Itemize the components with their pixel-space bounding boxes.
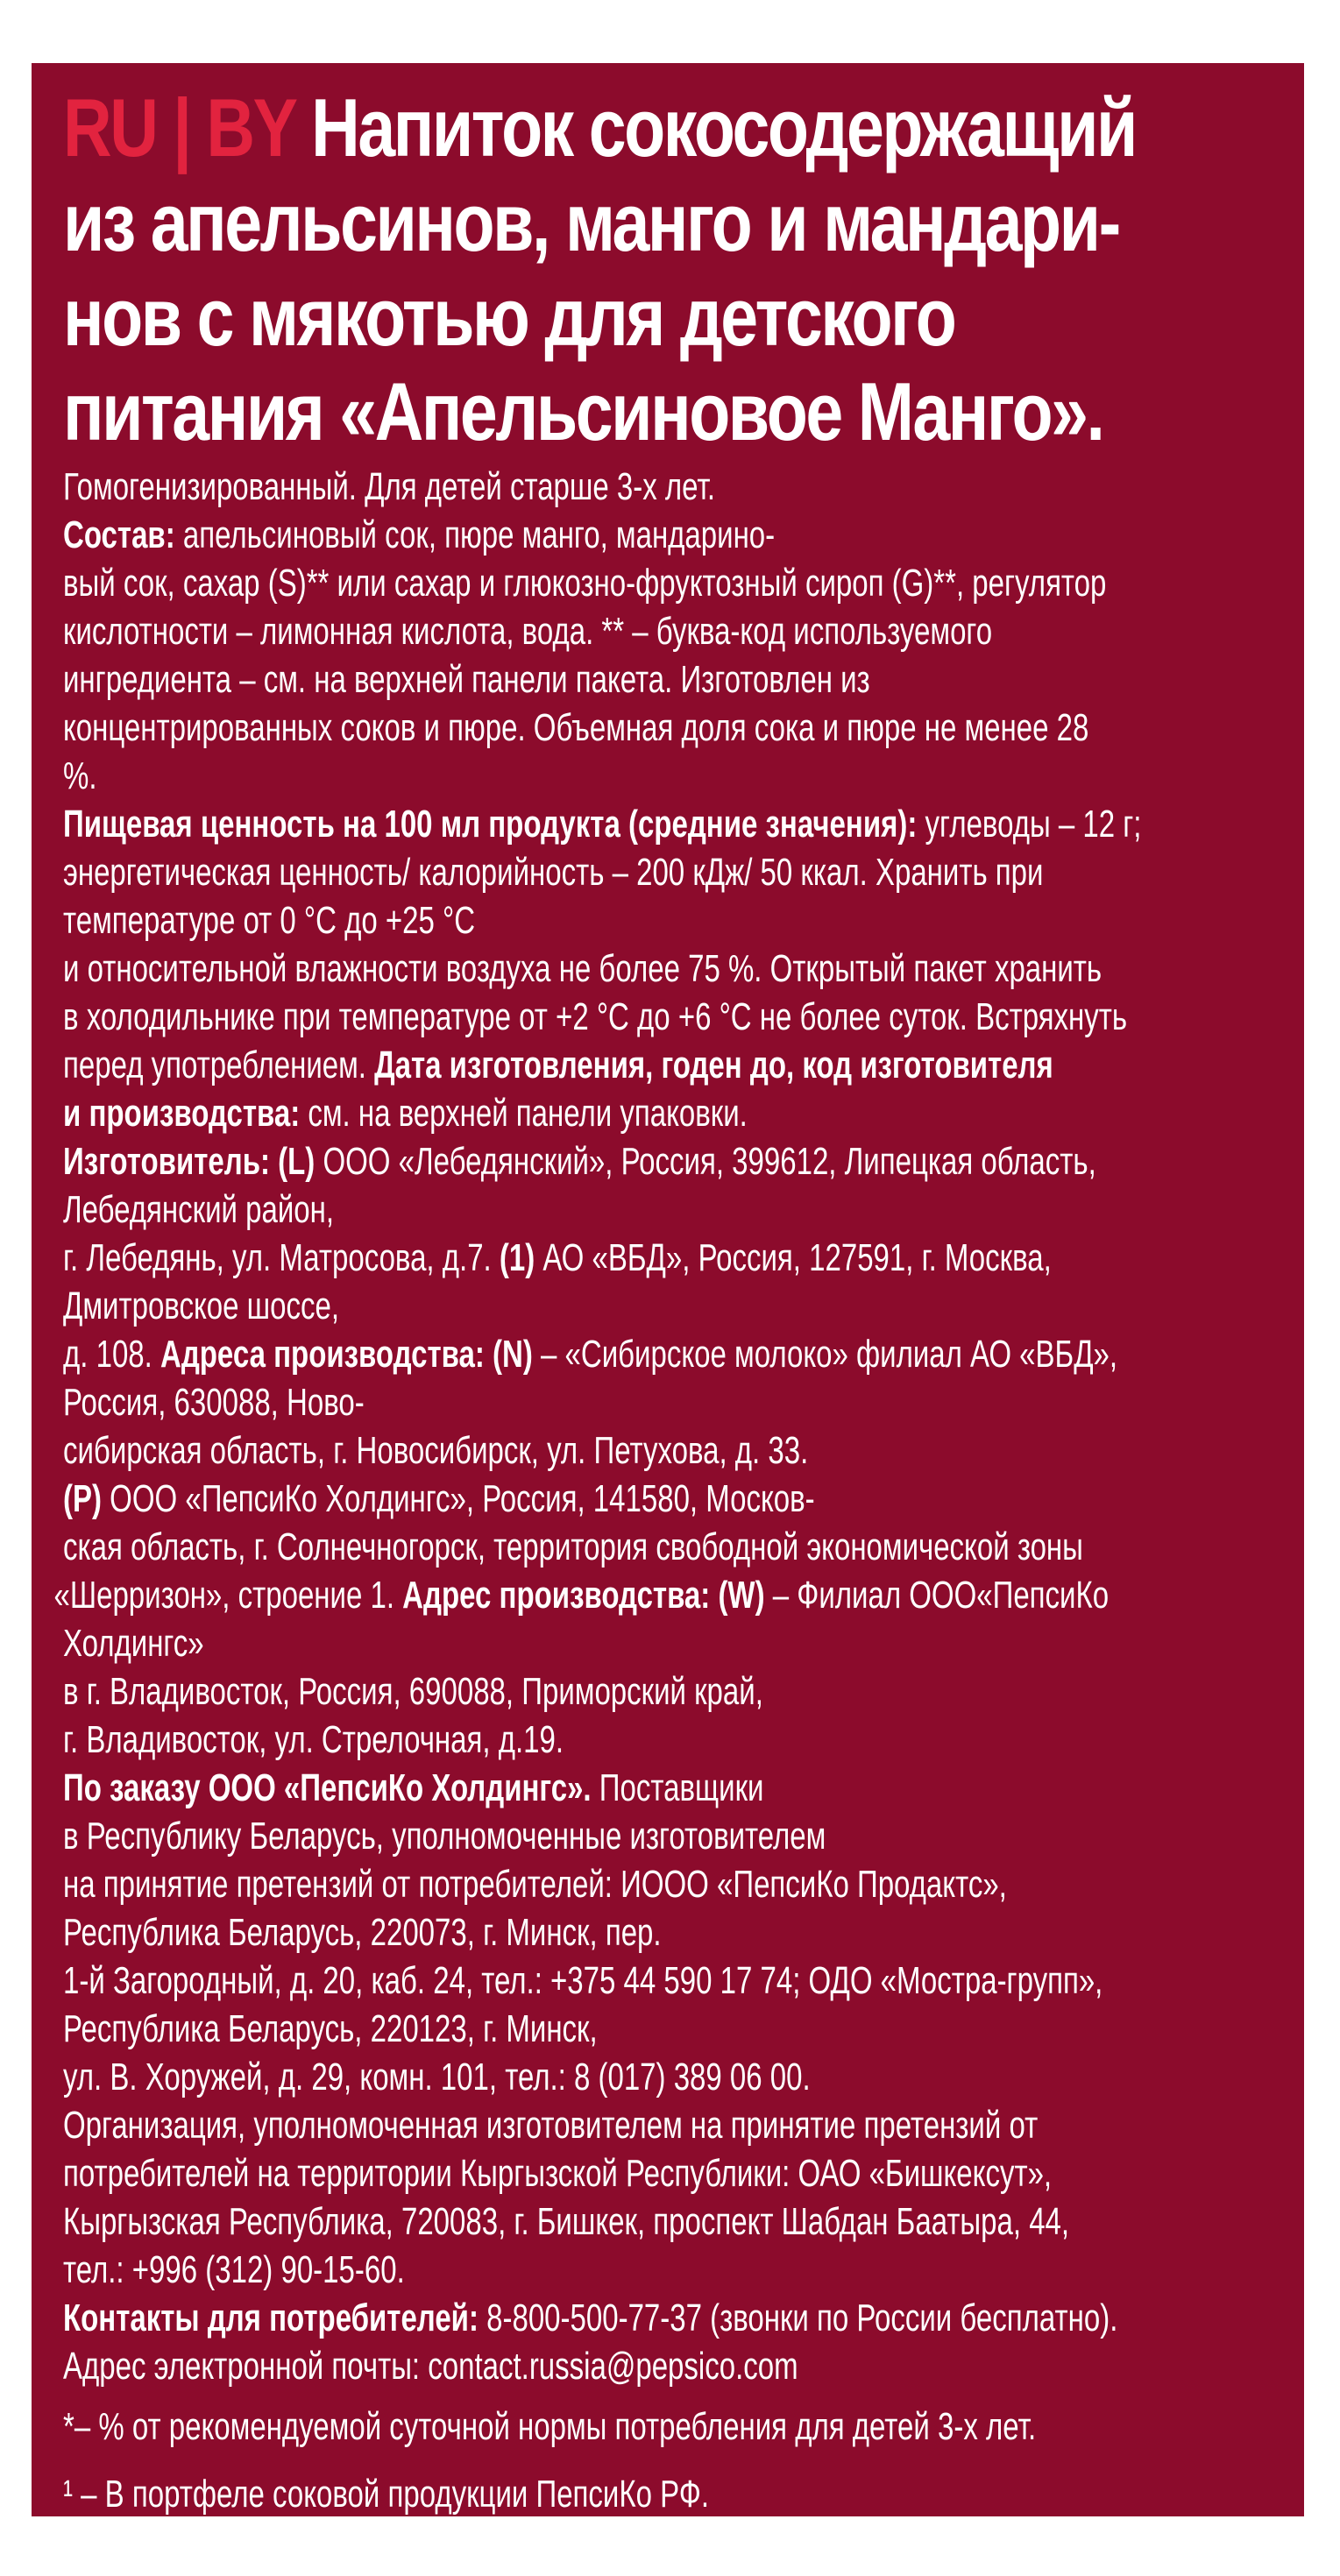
label-panel xyxy=(32,63,1304,2516)
manufacturer-line: Холдингс» xyxy=(63,1622,204,1665)
email-line: Адрес электронной почты: contact.russia@pepsico.com xyxy=(63,2345,798,2388)
storage-line: перед употреблением. Дата изготовления, годен до, код изготовителя xyxy=(63,1044,1053,1086)
production-label: Адрес производства: (W) xyxy=(402,1574,765,1617)
nutrition-line: энергетическая ценность/ калорийность – 200 кДж/ 50 ккал. Хранить при xyxy=(63,851,1044,894)
manufacturer-line: (P) ООО «ПепсиКо Холдингс», Россия, 141580, Москов- xyxy=(63,1477,815,1520)
storage-line: и относительной влажности воздуха не более 75 %. Открытый пакет хранить xyxy=(63,947,1102,990)
manufacturer-line: Россия, 630088, Ново- xyxy=(63,1381,365,1424)
order-line: ул. В. Хоружей, д. 29, комн. 101, тел.: 8 (017) 389 06 00. xyxy=(63,2056,811,2098)
date-line: и производства: см. на верхней панели упаковки. xyxy=(63,1092,748,1135)
label-body-text xyxy=(53,463,1286,2516)
nutrition-line: Пищевая ценность на 100 мл продукта (средние значения): углеводы – 12 г; xyxy=(63,803,1142,846)
composition-label: Состав: xyxy=(63,513,175,556)
organization-line: тел.: +996 (312) 90-15-60. xyxy=(63,2248,405,2291)
date-label: и производства: xyxy=(63,1092,301,1135)
manufacturer-line: Лебедянский район, xyxy=(63,1188,335,1231)
storage-line: в холодильнике при температуре от +2 °С до +6 °С не более суток. Встряхнуть xyxy=(63,995,1128,1038)
organization-line: Кыргызская Республика, 720083, г. Бишкек, проспект Шабдан Баатыра, 44, xyxy=(63,2200,1070,2243)
intro-text: Гомогенизированный. Для детей старше 3-х лет. xyxy=(63,465,716,508)
manufacturer-line: в г. Владивосток, Россия, 690088, Приморский край, xyxy=(63,1670,763,1713)
manufacturer-code: (1) xyxy=(499,1236,535,1279)
order-label: По заказу ООО «ПепсиКо Холдингс». xyxy=(63,1766,592,1809)
manufacturer-line: ская область, г. Солнечногорск, территория свободной экономической зоны xyxy=(63,1525,1083,1568)
manufacturer-line: сибирская область, г. Новосибирск, ул. Петухова, д. 33. xyxy=(63,1429,809,1472)
order-line: в Республику Беларусь, уполномоченные изготовителем xyxy=(63,1815,826,1858)
organization-line: Организация, уполномоченная изготовителем на принятие претензий от xyxy=(63,2104,1039,2147)
product-title xyxy=(63,81,1285,459)
composition-line: вый сок, сахар (S)** или сахар и глюкозно-фруктозный сироп (G)**, регулятор xyxy=(63,562,1107,605)
composition-line: концентрированных соков и пюре. Объемная доля сока и пюре не менее 28 xyxy=(63,706,1089,749)
organization-line: потребителей на территории Кыргызской Республики: ОАО «Бишкексут», xyxy=(63,2152,1053,2195)
title-line-3: нов с мякотью для детского xyxy=(63,271,955,363)
footnote: *– % от рекомендуемой суточной нормы потребления для детей 3-х лет. xyxy=(63,2405,1037,2448)
title-line-2: из апельсинов, манго и мандари- xyxy=(63,176,1119,268)
composition-line: кислотности – лимонная кислота, вода. ** – буква-код используемого xyxy=(63,610,993,653)
manufacturer-line: Дмитровское шоссе, xyxy=(63,1284,339,1327)
footnote: ¹ – В портфеле соковой продукции ПепсиКо РФ. xyxy=(63,2473,710,2516)
manufacturer-code: (P) xyxy=(63,1477,102,1520)
title-line-1: RU | BY Напиток сокосодержащий xyxy=(63,81,1136,173)
date-label: Дата изготовления, годен до, код изготовителя xyxy=(374,1044,1053,1086)
language-codes: RU | BY xyxy=(63,81,295,173)
composition-line: Состав: апельсиновый сок, пюре манго, мандарино- xyxy=(63,513,776,556)
manufacturer-line: «Шерризон», строение 1. Адрес производства: (W) – Филиал ООО«ПепсиКо xyxy=(53,1574,1110,1617)
manufacturer-line: Изготовитель: (L) ООО «Лебедянский», Россия, 399612, Липецкая область, xyxy=(63,1140,1096,1183)
contacts-line: Контакты для потребителей: 8-800-500-77-37 (звонки по России бесплатно). xyxy=(63,2296,1118,2339)
order-line: 1-й Загородный, д. 20, каб. 24, тел.: +375 44 590 17 74; ОДО «Мостра-групп», xyxy=(63,1959,1103,2002)
nutrition-label: Пищевая ценность на 100 мл продукта (средние значения): xyxy=(63,803,918,846)
manufacturer-line: г. Владивосток, ул. Стрелочная, д.19. xyxy=(63,1718,564,1761)
order-line: на принятие претензий от потребителей: ИООО «ПепсиКо Продактс», xyxy=(63,1863,1007,1906)
composition-line: ингредиента – см. на верхней панели пакета. Изготовлен из xyxy=(63,658,870,701)
nutrition-line: температуре от 0 °С до +25 °С xyxy=(63,899,476,942)
contacts-label: Контакты для потребителей: xyxy=(63,2296,479,2339)
order-line: Республика Беларусь, 220123, г. Минск, xyxy=(63,2007,598,2050)
order-line: Республика Беларусь, 220073, г. Минск, пер. xyxy=(63,1911,662,1954)
manufacturer-line: д. 108. Адреса производства: (N) – «Сибирское молоко» филиал АО «ВБД», xyxy=(63,1333,1118,1376)
composition-line: %. xyxy=(63,754,97,797)
manufacturer-line: г. Лебедянь, ул. Матросова, д.7. (1) АО «ВБД», Россия, 127591, г. Москва, xyxy=(63,1236,1052,1279)
order-line: По заказу ООО «ПепсиКо Холдингс». Поставщики xyxy=(63,1766,764,1809)
title-line-4: питания «Апельсиновое Манго». xyxy=(63,365,1103,457)
production-label: Адреса производства: (N) xyxy=(160,1333,533,1376)
manufacturer-label: Изготовитель: (L) xyxy=(63,1140,316,1183)
